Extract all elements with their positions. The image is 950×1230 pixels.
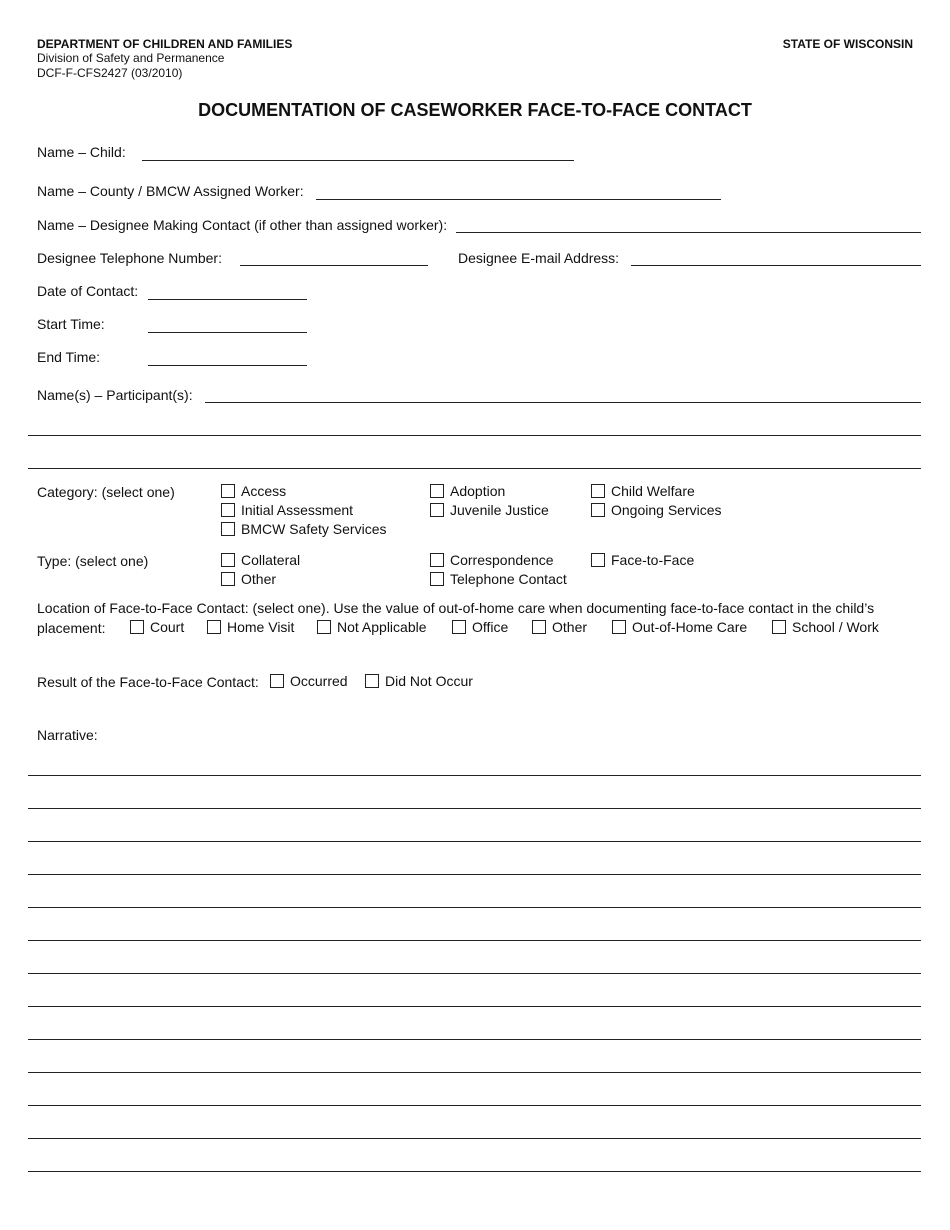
participants-label: Name(s) – Participant(s): xyxy=(37,387,193,403)
designee-phone-label: Designee Telephone Number: xyxy=(37,250,222,266)
end-time-field[interactable] xyxy=(148,365,307,366)
checkbox-box[interactable] xyxy=(221,503,235,517)
result-did-not-occur-checkbox[interactable]: Did Not Occur xyxy=(365,673,473,689)
narrative-line[interactable] xyxy=(28,1072,921,1073)
narrative-line[interactable] xyxy=(28,1039,921,1040)
checkbox-box[interactable] xyxy=(430,553,444,567)
narrative-line[interactable] xyxy=(28,1171,921,1172)
narrative-line[interactable] xyxy=(28,1105,921,1106)
category-bmcw-safety-checkbox[interactable]: BMCW Safety Services xyxy=(221,521,386,537)
narrative-line[interactable] xyxy=(28,1138,921,1139)
department-name: DEPARTMENT OF CHILDREN AND FAMILIES xyxy=(37,37,293,51)
designee-label: Name – Designee Making Contact (if other than assigned worker): xyxy=(37,217,448,233)
type-other-checkbox[interactable]: Other xyxy=(221,571,276,587)
participants-line-2[interactable] xyxy=(28,435,921,436)
child-name-field[interactable] xyxy=(142,160,574,161)
type-collateral-checkbox[interactable]: Collateral xyxy=(221,552,300,568)
checkbox-box[interactable] xyxy=(270,674,284,688)
narrative-line[interactable] xyxy=(28,940,921,941)
type-label: Type: (select one) xyxy=(37,553,149,569)
type-face-to-face-checkbox[interactable]: Face-to-Face xyxy=(591,552,694,568)
location-school-work-checkbox[interactable]: School / Work xyxy=(772,619,879,635)
designee-email-field[interactable] xyxy=(631,265,921,266)
checkbox-box[interactable] xyxy=(532,620,546,634)
category-child-welfare-checkbox[interactable]: Child Welfare xyxy=(591,483,695,499)
start-time-field[interactable] xyxy=(148,332,307,333)
checkbox-box[interactable] xyxy=(317,620,331,634)
narrative-line[interactable] xyxy=(28,841,921,842)
location-out-of-home-care-checkbox[interactable]: Out-of-Home Care xyxy=(612,619,747,635)
assigned-worker-field[interactable] xyxy=(316,199,721,200)
end-time-label: End Time: xyxy=(37,349,101,365)
checkbox-box[interactable] xyxy=(452,620,466,634)
checkbox-box[interactable] xyxy=(591,484,605,498)
form-id: DCF-F-CFS2427 (03/2010) xyxy=(37,66,183,80)
location-not-applicable-checkbox[interactable]: Not Applicable xyxy=(317,619,427,635)
checkbox-box[interactable] xyxy=(221,553,235,567)
child-name-label: Name – Child: xyxy=(37,144,126,160)
checkbox-box[interactable] xyxy=(365,674,379,688)
category-label: Category: (select one) xyxy=(37,484,175,500)
result-label: Result of the Face-to-Face Contact: xyxy=(37,674,259,690)
date-of-contact-field[interactable] xyxy=(148,299,307,300)
location-home-visit-checkbox[interactable]: Home Visit xyxy=(207,619,294,635)
designee-phone-field[interactable] xyxy=(240,265,428,266)
result-occurred-checkbox[interactable]: Occurred xyxy=(270,673,348,689)
checkbox-box[interactable] xyxy=(591,553,605,567)
category-ongoing-services-checkbox[interactable]: Ongoing Services xyxy=(591,502,722,518)
narrative-line[interactable] xyxy=(28,973,921,974)
designee-email-label: Designee E-mail Address: xyxy=(458,250,620,266)
checkbox-box[interactable] xyxy=(221,484,235,498)
participants-field[interactable] xyxy=(205,402,921,403)
checkbox-box[interactable] xyxy=(221,572,235,586)
type-correspondence-checkbox[interactable]: Correspondence xyxy=(430,552,554,568)
narrative-line[interactable] xyxy=(28,1006,921,1007)
checkbox-box[interactable] xyxy=(430,572,444,586)
checkbox-box[interactable] xyxy=(612,620,626,634)
category-access-checkbox[interactable]: Access xyxy=(221,483,286,499)
division-name: Division of Safety and Permanence xyxy=(37,51,225,65)
designee-field[interactable] xyxy=(456,232,921,233)
checkbox-box[interactable] xyxy=(772,620,786,634)
category-juvenile-justice-checkbox[interactable]: Juvenile Justice xyxy=(430,502,549,518)
category-adoption-checkbox[interactable]: Adoption xyxy=(430,483,505,499)
narrative-line[interactable] xyxy=(28,874,921,875)
checkbox-box[interactable] xyxy=(430,503,444,517)
checkbox-box[interactable] xyxy=(221,522,235,536)
narrative-line[interactable] xyxy=(28,808,921,809)
state-name: STATE OF WISCONSIN xyxy=(782,37,913,51)
start-time-label: Start Time: xyxy=(37,316,105,332)
narrative-line[interactable] xyxy=(28,775,921,776)
narrative-label: Narrative: xyxy=(37,727,98,743)
checkbox-box[interactable] xyxy=(207,620,221,634)
assigned-worker-label: Name – County / BMCW Assigned Worker: xyxy=(37,183,304,199)
checkbox-box[interactable] xyxy=(430,484,444,498)
narrative-line[interactable] xyxy=(28,907,921,908)
location-court-checkbox[interactable]: Court xyxy=(130,619,184,635)
checkbox-box[interactable] xyxy=(130,620,144,634)
location-other-checkbox[interactable]: Other xyxy=(532,619,587,635)
category-initial-assessment-checkbox[interactable]: Initial Assessment xyxy=(221,502,353,518)
location-label: Location of Face-to-Face Contact: (select one). Use the value of out-of-home care when documenting face-to-face contact in the child’s xyxy=(37,600,875,616)
date-of-contact-label: Date of Contact: xyxy=(37,283,139,299)
location-placement-label: placement: xyxy=(37,620,106,636)
section-divider xyxy=(28,468,921,469)
type-telephone-contact-checkbox[interactable]: Telephone Contact xyxy=(430,571,567,587)
checkbox-box[interactable] xyxy=(591,503,605,517)
location-office-checkbox[interactable]: Office xyxy=(452,619,508,635)
page-title: DOCUMENTATION OF CASEWORKER FACE-TO-FACE CONTACT xyxy=(198,100,752,120)
